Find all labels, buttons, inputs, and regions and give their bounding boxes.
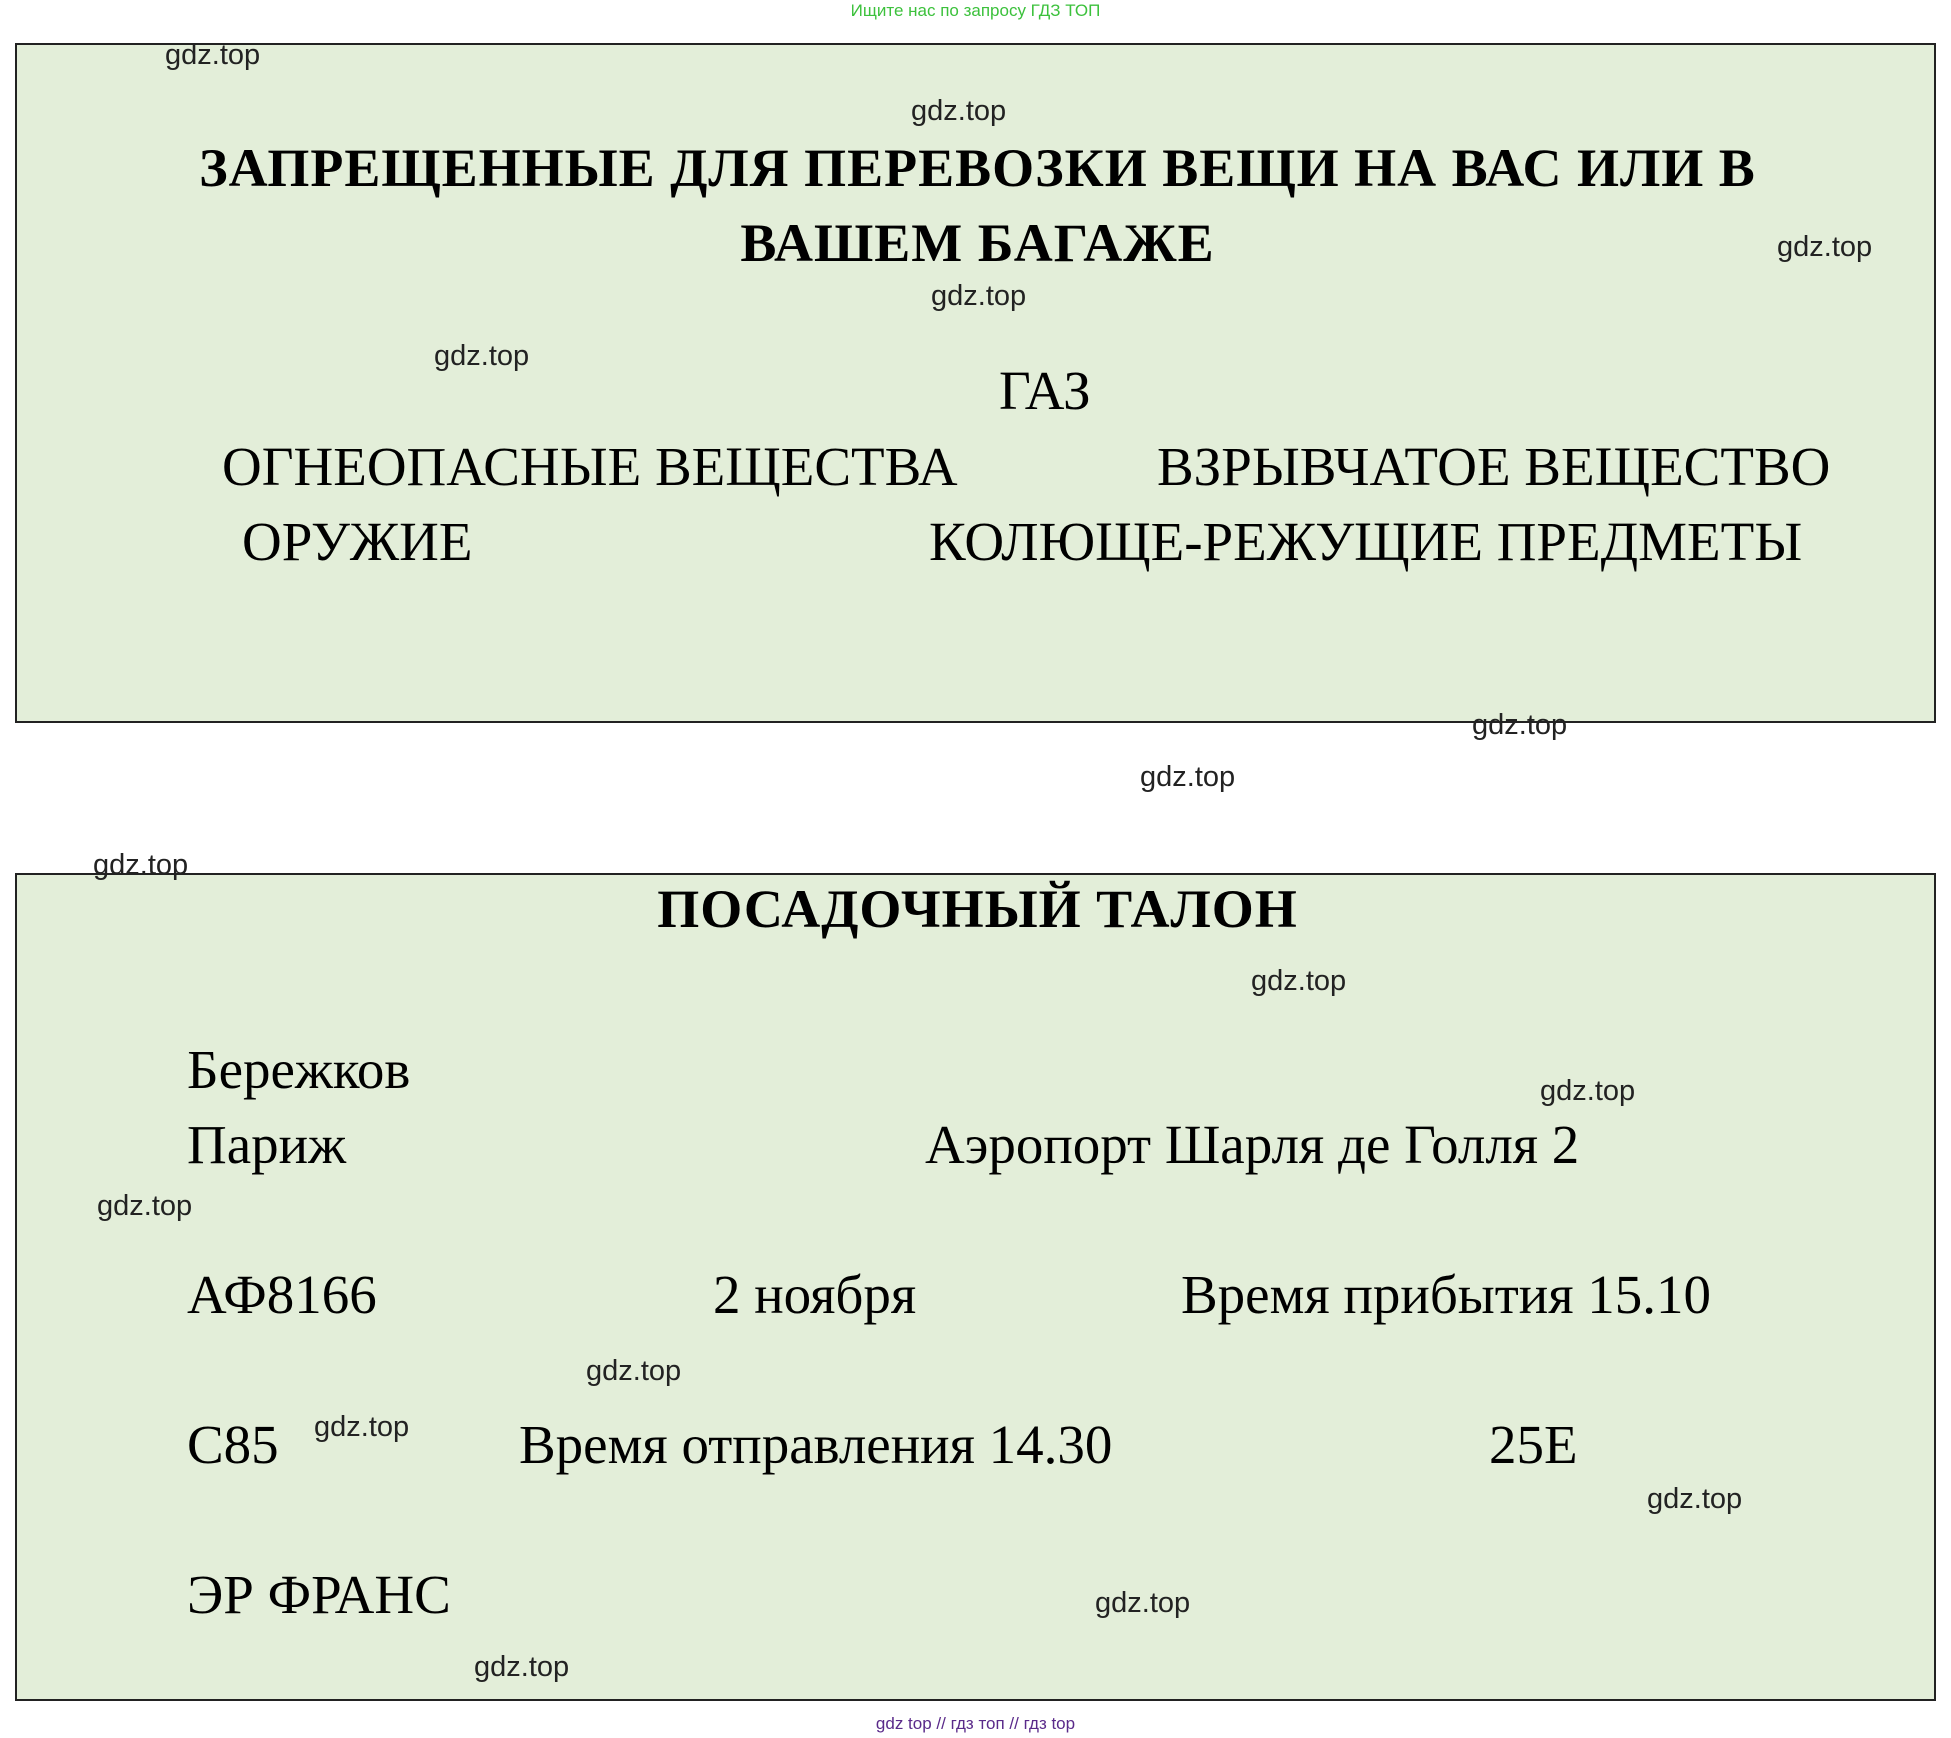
watermark: gdz.top [93, 849, 189, 881]
watermark: gdz.top [1777, 231, 1873, 263]
top-banner: Ищите нас по запросу ГДЗ ТОП [850, 1, 1101, 20]
watermark: gdz.top [1540, 1075, 1636, 1107]
item-explosive: ВЗРЫВЧАТОЕ ВЕЩЕСТВО [1157, 436, 1831, 497]
watermark: gdz.top [931, 280, 1027, 312]
prohibited-title-line2: ВАШЕМ БАГАЖЕ [740, 213, 1215, 273]
item-gas: ГАЗ [999, 360, 1091, 421]
arrival-time: Время прибытия 15.10 [1181, 1264, 1712, 1325]
watermark: gdz.top [165, 39, 261, 71]
watermark: gdz.top [97, 1190, 193, 1222]
passenger-name: Бережков [187, 1039, 411, 1100]
watermark: gdz.top [1095, 1587, 1191, 1619]
flight-date: 2 ноября [713, 1264, 917, 1325]
boarding-pass-panel [15, 873, 1936, 1701]
watermark: gdz.top [1251, 965, 1347, 997]
seat: 25Е [1489, 1414, 1578, 1475]
item-weapons: ОРУЖИЕ [242, 511, 473, 572]
watermark: gdz.top [314, 1411, 410, 1443]
watermark: gdz.top [586, 1355, 682, 1387]
destination-airport: Аэропорт Шарля де Голля 2 [925, 1114, 1580, 1175]
watermark: gdz.top [1140, 761, 1236, 793]
item-sharp: КОЛЮЩЕ-РЕЖУЩИЕ ПРЕДМЕТЫ [929, 511, 1803, 572]
gate: С85 [187, 1414, 279, 1475]
watermark: gdz.top [434, 340, 530, 372]
flight-number: АФ8166 [187, 1264, 377, 1325]
boarding-pass-title: ПОСАДОЧНЫЙ ТАЛОН [657, 879, 1298, 939]
footer-links[interactable]: gdz top // гдз топ // гдз top [875, 1714, 1076, 1733]
watermark: gdz.top [474, 1651, 570, 1683]
prohibited-items-panel [15, 43, 1936, 723]
watermark: gdz.top [911, 95, 1007, 127]
airline: ЭР ФРАНС [187, 1564, 451, 1625]
watermark: gdz.top [1472, 709, 1568, 741]
departure-time: Время отправления 14.30 [519, 1414, 1113, 1475]
prohibited-title-line1: ЗАПРЕЩЕННЫЕ ДЛЯ ПЕРЕВОЗКИ ВЕЩИ НА ВАС ИЛИ В [199, 138, 1756, 198]
watermark: gdz.top [1647, 1483, 1743, 1515]
item-flammable: ОГНЕОПАСНЫЕ ВЕЩЕСТВА [222, 436, 958, 497]
destination-city: Париж [187, 1114, 347, 1175]
